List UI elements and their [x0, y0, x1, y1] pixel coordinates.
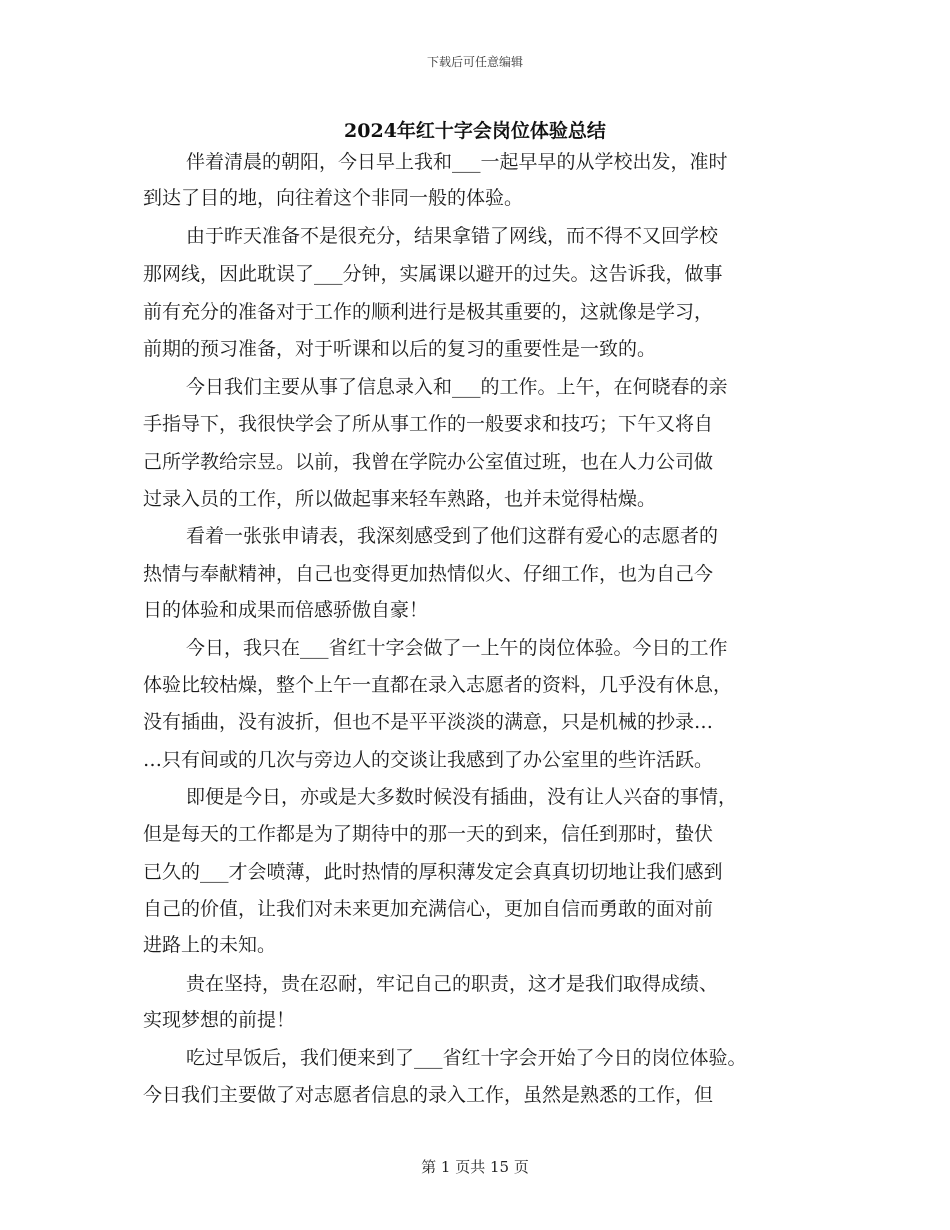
paragraph-line: 热情与奉献精神，自己也变得更加热情似火、仔细工作，也为自己今: [143, 563, 714, 585]
paragraph-line: 伴着清晨的朝阳，今日早上我和___一起早早的从学校出发，准时: [186, 151, 728, 173]
paragraph-line: 自己的价值，让我们对未来更加充满信心，更加自信而勇敢的面对前: [143, 898, 714, 920]
paragraph-line: 体验比较枯燥，整个上午一直都在录入志愿者的资料，几乎没有休息，: [143, 674, 733, 696]
paragraph-line: 由于昨天准备不是很充分，结果拿错了网线，而不得不又回学校: [186, 225, 719, 247]
document-title: 2024年红十字会岗位体验总结: [344, 120, 606, 142]
paragraph-line: 今日，我只在___省红十字会做了一上午的岗位体验。今日的工作: [186, 637, 728, 659]
paragraph-line: 前期的预习准备，对于听课和以后的复习的重要性是一致的。: [143, 338, 657, 360]
paragraph-line: 手指导下，我很快学会了所从事工作的一般要求和技巧；下午又将自: [143, 413, 714, 435]
paragraph-line: 那网线，因此耽误了___分钟，实属课以避开的过失。这告诉我，做事: [143, 263, 723, 285]
paragraph-line: 前有充分的准备对于工作的顺利进行是极其重要的，这就像是学习，: [143, 301, 714, 323]
paragraph-line: 贵在坚持，贵在忍耐，牢记自己的职责，这才是我们取得成绩、: [186, 973, 719, 995]
paragraph-line: 日的体验和成果而倍感骄傲自豪！: [143, 599, 429, 621]
paragraph-line: 没有插曲，没有波折，但也不是平平淡淡的满意，只是机械的抄录…: [143, 711, 714, 733]
paragraph-line: 今日我们主要从事了信息录入和___的工作。上午，在何晓春的亲: [186, 376, 728, 398]
paragraph-line: 看着一张张申请表，我深刻感受到了他们这群有爱心的志愿者的: [186, 525, 719, 547]
paragraph-line: 已久的___才会喷薄，此时热情的厚积薄发定会真真切切地让我们感到: [143, 861, 723, 883]
paragraph-line: …只有间或的几次与旁边人的交谈让我感到了办公室里的些许活跃。: [143, 749, 714, 771]
paragraph-line: 今日我们主要做了对志愿者信息的录入工作，虽然是熟悉的工作，但: [143, 1084, 714, 1106]
paragraph-line: 己所学教给宗昱。以前，我曾在学院办公室值过班，也在人力公司做: [143, 451, 714, 473]
paragraph-line: 过录入员的工作，所以做起事来轻车熟路，也并未觉得枯燥。: [143, 488, 657, 510]
paragraph-line: 实现梦想的前提！: [143, 1009, 296, 1031]
paragraph-line: 进路上的未知。: [143, 934, 277, 956]
paragraph-line: 即便是今日，亦或是大多数时候没有插曲，没有让人兴奋的事情，: [186, 786, 738, 808]
paragraph-line: 但是每天的工作都是为了期待中的那一天的到来，信任到那时，蛰伏: [143, 823, 714, 845]
header-note: 下载后可任意编辑: [426, 55, 523, 69]
paragraph-line: 到达了目的地，向往着这个非同一般的体验。: [143, 187, 524, 209]
page-footer: 第 1 页共 15 页: [421, 1158, 529, 1176]
paragraph-line: 吃过早饭后，我们便来到了___省红十字会开始了今日的岗位体验。: [186, 1047, 747, 1069]
